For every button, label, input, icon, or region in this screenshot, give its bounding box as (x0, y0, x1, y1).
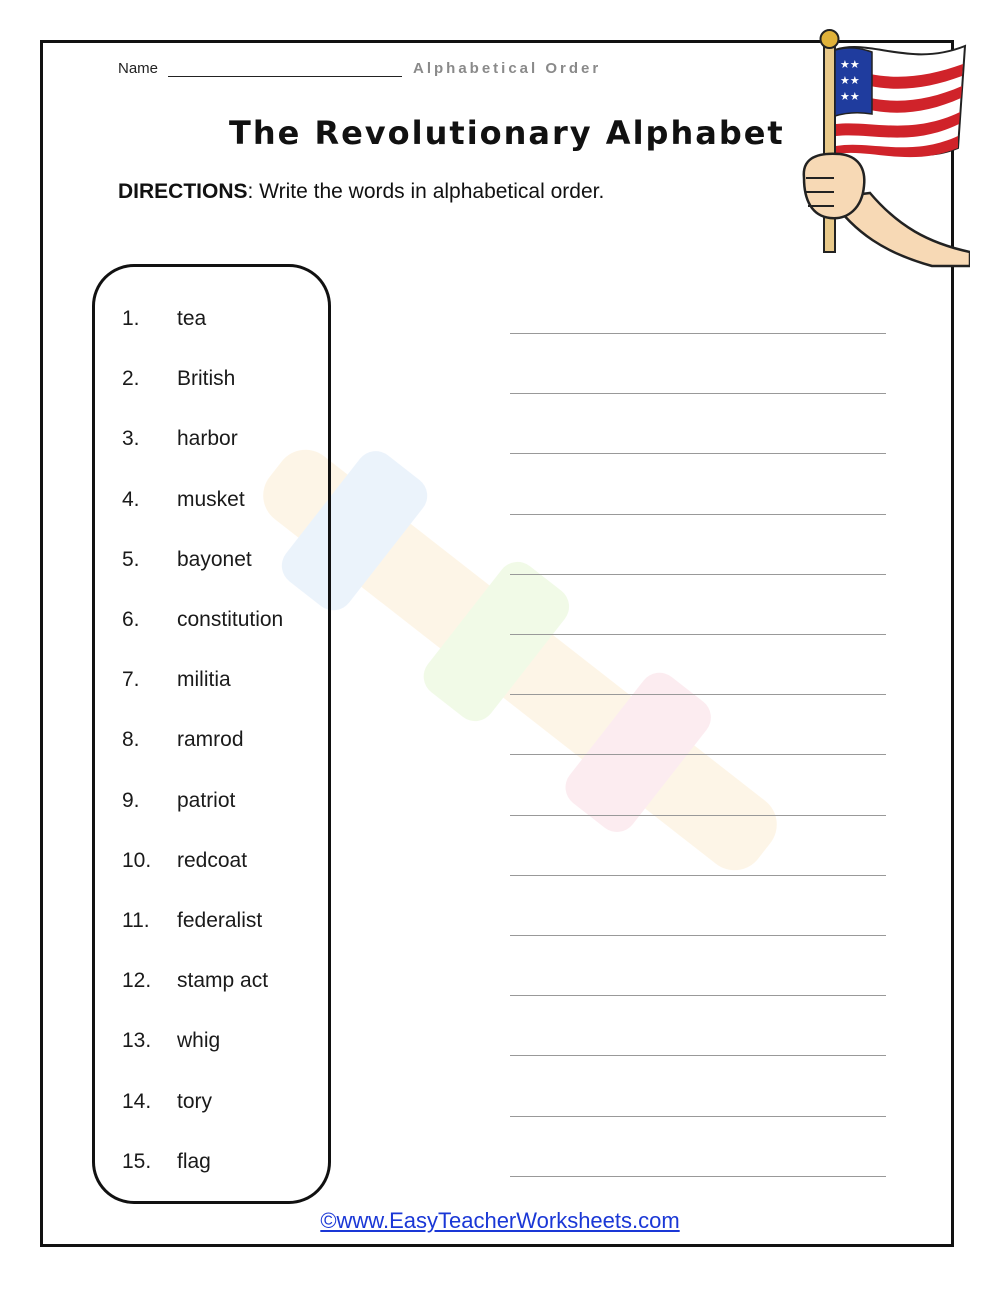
answer-line[interactable] (510, 574, 886, 575)
answer-line[interactable] (510, 1176, 886, 1177)
item-word: bayonet (177, 547, 252, 571)
item-number: 8. (122, 728, 140, 752)
item-word: tea (177, 307, 207, 330)
footer-website-link[interactable]: ©www.EasyTeacherWorksheets.com (320, 1208, 680, 1233)
answer-line[interactable] (510, 815, 886, 816)
item-word: militia (177, 668, 231, 692)
name-label: Name (118, 60, 159, 77)
svg-text:★★: ★★ (840, 58, 860, 71)
answer-line[interactable] (510, 514, 886, 515)
answer-line[interactable] (510, 393, 886, 394)
answer-line[interactable] (510, 875, 886, 876)
item-word: harbor (177, 427, 238, 451)
answer-line[interactable] (510, 995, 886, 996)
item-number: 14. (122, 1089, 152, 1113)
item-word: redcoat (177, 848, 248, 872)
directions-label: DIRECTIONS (118, 180, 248, 203)
item-number: 10. (122, 848, 152, 872)
item-word: constitution (177, 608, 284, 631)
item-number: 9. (122, 788, 140, 812)
directions-text: : Write the words in alphabetical order. (247, 180, 605, 203)
answer-line[interactable] (510, 453, 886, 454)
item-word: flag (177, 1149, 211, 1173)
item-number: 7. (122, 668, 140, 692)
hand-holding-american-flag-icon (800, 28, 970, 270)
item-number: 12. (122, 969, 152, 993)
name-input-line[interactable] (168, 76, 402, 77)
item-word: stamp act (177, 969, 269, 993)
item-number: 6. (122, 608, 140, 631)
item-word: patriot (177, 788, 236, 812)
item-word: ramrod (177, 728, 244, 752)
answer-line[interactable] (510, 634, 886, 635)
item-number: 5. (122, 547, 140, 571)
svg-text:★★: ★★ (840, 74, 860, 87)
svg-text:★★: ★★ (840, 90, 860, 103)
item-number: 1. (122, 307, 140, 330)
item-number: 4. (122, 487, 140, 511)
item-word: federalist (177, 909, 263, 932)
answer-line[interactable] (510, 694, 886, 695)
item-number: 2. (122, 367, 140, 391)
directions (118, 180, 604, 204)
item-number: 15. (122, 1149, 152, 1173)
answer-line[interactable] (510, 754, 886, 755)
item-number: 13. (122, 1029, 152, 1053)
item-word: tory (177, 1089, 213, 1113)
answer-line[interactable] (510, 1116, 886, 1117)
answer-line[interactable] (510, 935, 886, 936)
worksheet-subject: Alphabetical Order (413, 60, 602, 77)
item-word: musket (177, 487, 245, 511)
answer-line[interactable] (510, 333, 886, 334)
item-number: 3. (122, 427, 140, 451)
item-word: British (177, 367, 236, 391)
item-number: 11. (122, 909, 150, 932)
answer-line[interactable] (510, 1055, 886, 1056)
page-title: The Revolutionary Alphabet (229, 114, 785, 152)
item-word: whig (177, 1029, 221, 1053)
